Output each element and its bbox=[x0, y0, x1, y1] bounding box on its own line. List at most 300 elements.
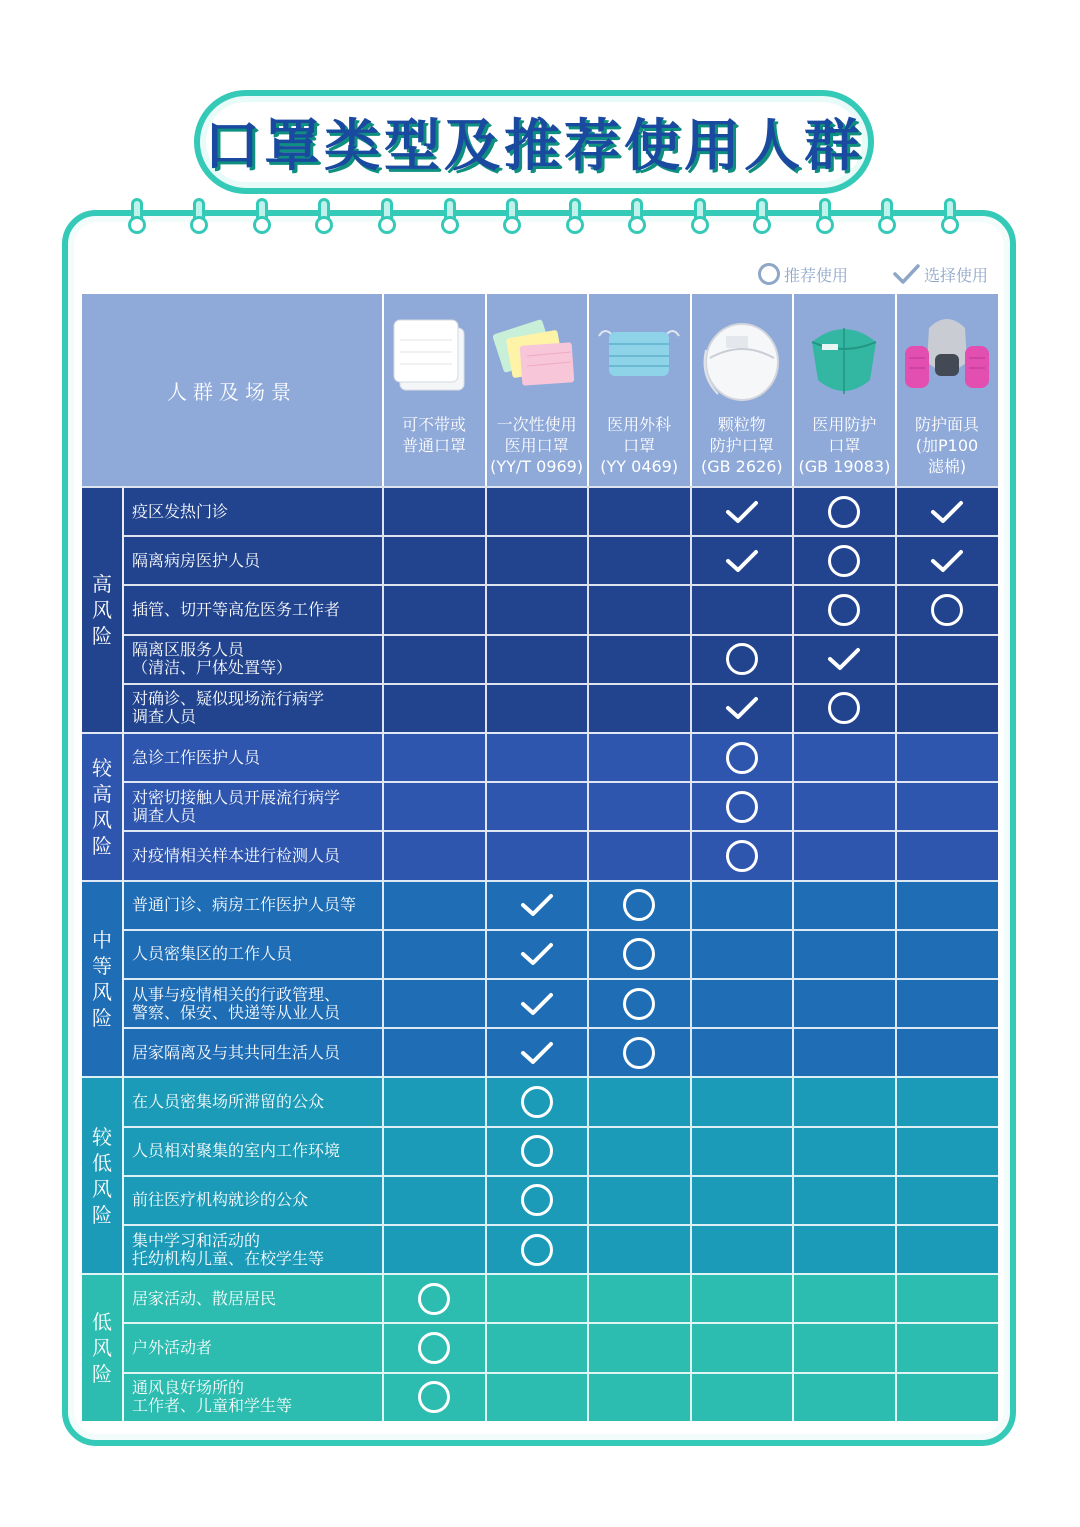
column-header-line: (YY 0469) bbox=[600, 457, 679, 476]
ring-hole bbox=[878, 216, 896, 234]
recommended-circle-icon bbox=[726, 791, 758, 823]
table-cell bbox=[382, 980, 484, 1027]
table-cell bbox=[895, 1275, 997, 1322]
disposable-mask-icon bbox=[493, 306, 581, 406]
table-cell bbox=[895, 1029, 997, 1076]
column-header-line: 颗粒物 bbox=[717, 415, 766, 434]
binder-ring bbox=[753, 198, 771, 238]
scene-label-line: （清洁、尸体处置等） bbox=[132, 658, 293, 678]
ring-hole bbox=[941, 216, 959, 234]
binder-ring bbox=[816, 198, 834, 238]
risk-level-char: 险 bbox=[92, 833, 112, 858]
table-cell bbox=[895, 832, 997, 879]
table-cell bbox=[587, 882, 689, 929]
risk-level-char: 风 bbox=[92, 979, 112, 1004]
table-cell bbox=[587, 832, 689, 879]
table-cell bbox=[485, 1226, 587, 1273]
table-cell bbox=[690, 980, 792, 1027]
scene-label-line: 隔离病房医护人员 bbox=[132, 550, 261, 570]
table-row bbox=[124, 830, 998, 879]
table-cell bbox=[792, 1226, 894, 1273]
table-cell bbox=[587, 1226, 689, 1273]
optional-check-icon bbox=[520, 991, 554, 1017]
table-cell bbox=[895, 488, 997, 535]
table-cell bbox=[382, 931, 484, 978]
scene-label-line: 普通门诊、病房工作医护人员等 bbox=[132, 895, 357, 915]
column-header-label bbox=[897, 414, 997, 477]
legend-optional bbox=[892, 258, 988, 290]
column-header bbox=[587, 294, 689, 486]
recommended-circle-icon bbox=[623, 1037, 655, 1069]
scene-label bbox=[132, 488, 384, 535]
table-cell bbox=[792, 1275, 894, 1322]
table-cell bbox=[382, 537, 484, 584]
ring-hole bbox=[753, 216, 771, 234]
table-cell bbox=[485, 1078, 587, 1125]
table-cell bbox=[382, 832, 484, 879]
risk-level-char: 险 bbox=[92, 624, 112, 648]
scene-label bbox=[132, 685, 384, 732]
risk-level-char: 较 bbox=[92, 1124, 112, 1149]
recommended-circle-icon bbox=[521, 1184, 553, 1216]
table-cell bbox=[792, 586, 894, 633]
column-header-line: 医用外科 bbox=[607, 415, 672, 434]
column-header bbox=[792, 294, 894, 486]
risk-level-char: 高 bbox=[92, 572, 112, 596]
table-cell bbox=[792, 1374, 894, 1421]
table-cell bbox=[690, 783, 792, 830]
binder-ring bbox=[253, 198, 271, 238]
table-cell bbox=[690, 832, 792, 879]
optional-check-icon bbox=[520, 941, 554, 967]
table-cell bbox=[792, 1128, 894, 1175]
table-cell bbox=[587, 636, 689, 683]
table-cell bbox=[382, 1177, 484, 1224]
table-cell bbox=[792, 685, 894, 732]
table-cell bbox=[382, 1078, 484, 1125]
binder-rings bbox=[0, 198, 1080, 248]
table-row bbox=[124, 1175, 998, 1224]
table-cell bbox=[792, 488, 894, 535]
recommended-circle-icon bbox=[521, 1135, 553, 1167]
scene-label bbox=[132, 537, 384, 584]
table-cell bbox=[690, 734, 792, 781]
table-cell bbox=[792, 832, 894, 879]
binder-ring bbox=[378, 198, 396, 238]
column-header-line: 医用防护 bbox=[812, 415, 877, 434]
scene-label bbox=[132, 636, 384, 683]
table-cell bbox=[792, 636, 894, 683]
table-cell bbox=[690, 931, 792, 978]
binder-ring bbox=[128, 198, 146, 238]
table-cell bbox=[792, 537, 894, 584]
table-row bbox=[124, 880, 998, 929]
scene-label bbox=[132, 1374, 384, 1421]
table-cell bbox=[690, 1226, 792, 1273]
circle-icon bbox=[758, 263, 780, 285]
table-cell bbox=[485, 1029, 587, 1076]
table-cell bbox=[792, 734, 894, 781]
table-cell bbox=[895, 685, 997, 732]
recommended-circle-icon bbox=[623, 988, 655, 1020]
n95-mask-icon bbox=[698, 306, 786, 406]
surgical-mask-icon bbox=[595, 306, 683, 406]
table-cell bbox=[895, 980, 997, 1027]
table-cell bbox=[690, 1078, 792, 1125]
binder-ring bbox=[190, 198, 208, 238]
table-cell bbox=[690, 882, 792, 929]
table-cell bbox=[587, 1029, 689, 1076]
scene-label bbox=[132, 1029, 384, 1076]
table-header bbox=[82, 294, 998, 486]
risk-level-char: 较 bbox=[92, 755, 112, 780]
table-cell bbox=[792, 1177, 894, 1224]
risk-level-char: 险 bbox=[92, 1202, 112, 1227]
scene-label bbox=[132, 1324, 384, 1371]
column-header bbox=[895, 294, 997, 486]
table-cell bbox=[485, 1275, 587, 1322]
optional-check-icon bbox=[520, 892, 554, 918]
table-cell bbox=[690, 537, 792, 584]
table-row bbox=[124, 781, 998, 830]
scene-label-line: 集中学习和活动的 bbox=[132, 1230, 261, 1250]
table-cell bbox=[895, 1078, 997, 1125]
binder-ring bbox=[315, 198, 333, 238]
risk-band-high bbox=[82, 486, 998, 732]
scene-label bbox=[132, 1177, 384, 1224]
column-header-line: 可不带或 bbox=[401, 415, 466, 434]
risk-level-char: 等 bbox=[92, 953, 112, 978]
risk-level-char: 风 bbox=[92, 1176, 112, 1201]
table-cell bbox=[895, 1128, 997, 1175]
table-cell bbox=[382, 488, 484, 535]
table-row bbox=[124, 634, 998, 683]
recommended-circle-icon bbox=[931, 594, 963, 626]
table-cell bbox=[587, 783, 689, 830]
legend-optional-label: 选择使用 bbox=[924, 265, 989, 285]
table-cell bbox=[587, 734, 689, 781]
ring-hole bbox=[503, 216, 521, 234]
table-cell bbox=[485, 537, 587, 584]
table-cell bbox=[690, 586, 792, 633]
table-cell bbox=[382, 1226, 484, 1273]
column-header-line: (加P100 bbox=[915, 436, 979, 455]
table-cell bbox=[485, 734, 587, 781]
table-row bbox=[124, 1126, 998, 1175]
table-cell bbox=[382, 1324, 484, 1371]
table-row bbox=[124, 1224, 998, 1273]
table-cell bbox=[895, 586, 997, 633]
table-cell bbox=[792, 783, 894, 830]
optional-check-icon bbox=[725, 695, 759, 721]
table-cell bbox=[690, 1177, 792, 1224]
table-cell bbox=[895, 734, 997, 781]
column-header-line: 口罩 bbox=[623, 436, 656, 455]
ring-hole bbox=[441, 216, 459, 234]
table-cell bbox=[690, 1324, 792, 1371]
table-cell bbox=[587, 931, 689, 978]
column-header-label bbox=[589, 414, 689, 477]
table-cell bbox=[690, 1275, 792, 1322]
table-cell bbox=[895, 1177, 997, 1224]
column-header-label bbox=[794, 414, 894, 477]
optional-check-icon bbox=[725, 499, 759, 525]
risk-band-lower bbox=[82, 1076, 998, 1273]
table-cell bbox=[792, 931, 894, 978]
table-cell bbox=[382, 734, 484, 781]
table-row bbox=[124, 732, 998, 781]
table-cell bbox=[690, 1128, 792, 1175]
table-row bbox=[124, 1273, 998, 1322]
recommended-circle-icon bbox=[418, 1283, 450, 1315]
risk-band-low bbox=[82, 1273, 998, 1421]
risk-level-char: 险 bbox=[92, 1005, 112, 1030]
scene-label bbox=[132, 1078, 384, 1125]
scene-label-line: 调查人员 bbox=[132, 805, 197, 825]
table-cell bbox=[485, 586, 587, 633]
table-cell bbox=[587, 1078, 689, 1125]
column-header bbox=[485, 294, 587, 486]
table-cell bbox=[382, 636, 484, 683]
table-cell bbox=[792, 980, 894, 1027]
risk-level-char: 低 bbox=[92, 1309, 112, 1334]
scene-label-line: 隔离区服务人员 bbox=[132, 640, 245, 660]
table-row bbox=[124, 486, 998, 535]
table-cell bbox=[587, 685, 689, 732]
risk-level-char: 高 bbox=[92, 781, 112, 806]
recommended-circle-icon bbox=[521, 1086, 553, 1118]
recommended-circle-icon bbox=[726, 643, 758, 675]
table-cell bbox=[792, 882, 894, 929]
scene-label-line: 警察、保安、快递等从业人员 bbox=[132, 1002, 341, 1022]
ring-hole bbox=[628, 216, 646, 234]
medical-respirator-icon bbox=[800, 306, 888, 406]
scene-label bbox=[132, 882, 384, 929]
scene-label bbox=[132, 1128, 384, 1175]
scene-label-line: 对确诊、疑似现场流行病学 bbox=[132, 689, 325, 709]
plain-mask-icon bbox=[390, 306, 478, 406]
scene-label-line: 对疫情相关样本进行检测人员 bbox=[132, 845, 341, 865]
scene-label bbox=[132, 783, 384, 830]
legend-recommended-label: 推荐使用 bbox=[784, 265, 849, 285]
table-cell bbox=[382, 882, 484, 929]
column-header-label bbox=[487, 414, 587, 477]
table-cell bbox=[485, 931, 587, 978]
ring-hole bbox=[691, 216, 709, 234]
column-header-line: (YY/T 0969) bbox=[490, 457, 584, 476]
column-header bbox=[382, 294, 484, 486]
table-cell bbox=[690, 1029, 792, 1076]
table-cell bbox=[485, 1128, 587, 1175]
table-cell bbox=[587, 537, 689, 584]
column-header-line: 普通口罩 bbox=[401, 436, 466, 455]
ring-hole bbox=[315, 216, 333, 234]
scene-label-line: 在人员密集场所滞留的公众 bbox=[132, 1091, 325, 1111]
table-cell bbox=[382, 685, 484, 732]
table-row bbox=[124, 1372, 998, 1421]
table-cell bbox=[792, 1078, 894, 1125]
table-cell bbox=[485, 1177, 587, 1224]
column-header-line: 防护口罩 bbox=[709, 436, 774, 455]
ring-hole bbox=[128, 216, 146, 234]
table-cell bbox=[587, 1324, 689, 1371]
table-cell bbox=[895, 537, 997, 584]
optional-check-icon bbox=[930, 499, 964, 525]
scene-label-line: 工作者、儿童和学生等 bbox=[132, 1396, 293, 1416]
scene-label-line: 居家隔离及与其共同生活人员 bbox=[132, 1042, 341, 1062]
column-header-line: 医用口罩 bbox=[504, 436, 569, 455]
risk-level-char: 风 bbox=[92, 1335, 112, 1360]
table-cell bbox=[587, 980, 689, 1027]
check-icon bbox=[892, 263, 920, 285]
table-cell bbox=[895, 636, 997, 683]
table-cell bbox=[587, 1177, 689, 1224]
table-cell bbox=[690, 1374, 792, 1421]
table-cell bbox=[485, 685, 587, 732]
binder-ring bbox=[503, 198, 521, 238]
table-cell bbox=[587, 1374, 689, 1421]
recommended-circle-icon bbox=[828, 692, 860, 724]
table-cell bbox=[485, 488, 587, 535]
risk-level-label bbox=[82, 1273, 124, 1421]
table-cell bbox=[485, 783, 587, 830]
table-cell bbox=[792, 1029, 894, 1076]
legend-recommended bbox=[758, 258, 848, 290]
scene-label bbox=[132, 586, 384, 633]
table-cell bbox=[895, 1226, 997, 1273]
risk-level-char: 风 bbox=[92, 807, 112, 832]
table-cell bbox=[792, 1324, 894, 1371]
risk-band-medium bbox=[82, 880, 998, 1077]
table-cell bbox=[382, 1275, 484, 1322]
scene-label-line: 人员密集区的工作人员 bbox=[132, 944, 293, 964]
column-header-line: 一次性使用 bbox=[496, 415, 577, 434]
recommended-circle-icon bbox=[418, 1381, 450, 1413]
scene-label bbox=[132, 1275, 384, 1322]
page-title: 口罩类型及推荐使用人群 bbox=[204, 114, 864, 179]
table-cell bbox=[690, 685, 792, 732]
risk-level-char: 中 bbox=[92, 927, 112, 952]
recommended-circle-icon bbox=[726, 840, 758, 872]
risk-level-label bbox=[82, 880, 124, 1077]
scene-header-label: 人群及场景 bbox=[167, 379, 297, 404]
column-header bbox=[690, 294, 792, 486]
table-cell bbox=[587, 586, 689, 633]
scene-label-line: 对密切接触人员开展流行病学 bbox=[132, 787, 341, 807]
scene-label-line: 户外活动者 bbox=[132, 1337, 213, 1357]
scene-label bbox=[132, 931, 384, 978]
table-cell bbox=[895, 931, 997, 978]
table-cell bbox=[690, 488, 792, 535]
table-cell bbox=[485, 832, 587, 879]
binder-ring bbox=[878, 198, 896, 238]
binder-ring bbox=[566, 198, 584, 238]
table-cell bbox=[382, 783, 484, 830]
table-cell bbox=[485, 1374, 587, 1421]
table-cell bbox=[485, 882, 587, 929]
table-cell bbox=[382, 1128, 484, 1175]
mask-table bbox=[82, 294, 998, 1424]
recommended-circle-icon bbox=[623, 889, 655, 921]
table-row bbox=[124, 1027, 998, 1076]
scene-label-line: 居家活动、散居居民 bbox=[132, 1288, 277, 1308]
recommended-circle-icon bbox=[623, 938, 655, 970]
risk-level-label bbox=[82, 732, 124, 880]
table-cell bbox=[485, 980, 587, 1027]
risk-level-label bbox=[82, 1076, 124, 1273]
risk-band-higher bbox=[82, 732, 998, 880]
ring-hole bbox=[566, 216, 584, 234]
recommended-circle-icon bbox=[418, 1332, 450, 1364]
ring-hole bbox=[253, 216, 271, 234]
table-cell bbox=[690, 636, 792, 683]
recommended-circle-icon bbox=[521, 1234, 553, 1266]
ring-hole bbox=[190, 216, 208, 234]
scene-label-line: 人员相对聚集的室内工作环境 bbox=[132, 1141, 341, 1161]
table-cell bbox=[382, 586, 484, 633]
table-cell bbox=[895, 882, 997, 929]
scene-label bbox=[132, 1226, 384, 1273]
column-header-label bbox=[384, 414, 484, 456]
recommended-circle-icon bbox=[726, 742, 758, 774]
optional-check-icon bbox=[520, 1040, 554, 1066]
table-cell bbox=[485, 1324, 587, 1371]
scene-label bbox=[132, 734, 384, 781]
table-cell bbox=[587, 1275, 689, 1322]
scene-label-line: 急诊工作医护人员 bbox=[132, 747, 261, 767]
table-cell bbox=[485, 636, 587, 683]
column-header-line: (GB 2626) bbox=[700, 457, 783, 476]
recommended-circle-icon bbox=[828, 594, 860, 626]
table-row bbox=[124, 535, 998, 584]
optional-check-icon bbox=[725, 548, 759, 574]
table-row bbox=[124, 1322, 998, 1371]
scene-label bbox=[132, 980, 384, 1027]
binder-ring bbox=[441, 198, 459, 238]
ring-hole bbox=[378, 216, 396, 234]
scene-label-line: 通风良好场所的 bbox=[132, 1378, 245, 1398]
risk-level-char: 低 bbox=[92, 1150, 112, 1175]
scene-label-line: 从事与疫情相关的行政管理、 bbox=[132, 984, 341, 1004]
column-header-line: 口罩 bbox=[828, 436, 861, 455]
risk-level-label bbox=[82, 486, 124, 732]
column-header-line: 滤棉) bbox=[927, 457, 967, 476]
optional-check-icon bbox=[930, 548, 964, 574]
table-row bbox=[124, 683, 998, 732]
risk-level-char: 风 bbox=[92, 598, 112, 622]
optional-check-icon bbox=[827, 646, 861, 672]
table-cell bbox=[895, 1324, 997, 1371]
table-row bbox=[124, 978, 998, 1027]
binder-ring bbox=[691, 198, 709, 238]
table-cell bbox=[895, 1374, 997, 1421]
recommended-circle-icon bbox=[828, 545, 860, 577]
table-cell bbox=[587, 1128, 689, 1175]
table-cell bbox=[587, 488, 689, 535]
binder-ring bbox=[628, 198, 646, 238]
table-row bbox=[124, 929, 998, 978]
recommended-circle-icon bbox=[828, 496, 860, 528]
title-banner bbox=[194, 90, 874, 194]
risk-level-char: 险 bbox=[92, 1361, 112, 1386]
binder-ring bbox=[941, 198, 959, 238]
scene-label-line: 疫区发热门诊 bbox=[132, 501, 229, 521]
scene-label-line: 托幼机构儿童、在校学生等 bbox=[132, 1248, 325, 1268]
column-header-label bbox=[692, 414, 792, 477]
table-cell bbox=[382, 1029, 484, 1076]
table-row bbox=[124, 1076, 998, 1125]
table-row bbox=[124, 584, 998, 633]
